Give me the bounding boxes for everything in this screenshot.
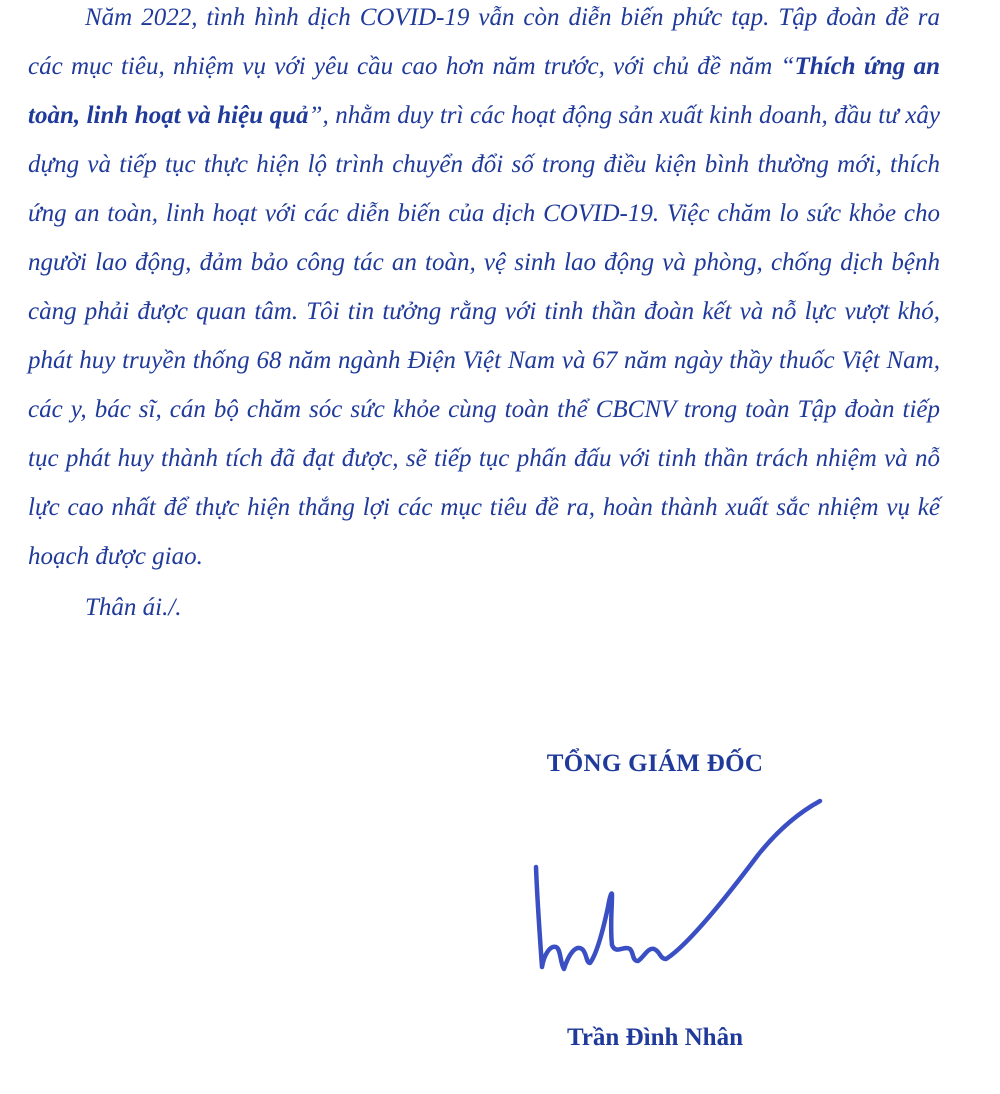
quote-open-mark: “ — [780, 53, 795, 80]
year-theme-quote: Thích ứng an toàn, linh hoạt và hiệu quả — [28, 53, 940, 129]
signer-title: TỔNG GIÁM ĐỐC — [546, 750, 764, 777]
signature-stroke — [536, 801, 820, 969]
paragraph-text-after-quote: , nhằm duy trì các hoạt động sản xuất kinh doanh, đầu tư xây dựng và tiếp tục thực hiện lộ trình chuyển đổi số trong điều kiện bình thường mới, thích ứng an toàn, linh hoạt với các diễn biến của dịch COVID-19. Việc chăm lo sức khỏe cho người lao động, đảm bảo công tác an toàn, vệ sinh lao động và phòng, chống dịch bệnh càng phải được quan tâm. Tôi tin tưởng rằng với tinh thần đoàn kết và nỗ lực vượt khó, phát huy truyền thống 68 năm ngành Điện Việt Nam và 67 năm ngày thầy thuốc Việt Nam, các y, bác sĩ, cán bộ chăm sóc sức khỏe cùng toàn thể CBCNV trong toàn Tập đoàn tiếp tục phát huy thành tích đã đạt được, sẽ tiếp tục phấn đấu với tinh thần trách nhiệm và nỗ lực cao nhất để thực hiện thắng lợi các mục tiêu đề ra, hoàn thành xuất sắc nhiệm vụ kế hoạch được giao. — [28, 102, 941, 570]
signer-name: Trần Đình Nhân — [567, 1024, 743, 1051]
closing-line: Thân ái./. — [85, 594, 182, 621]
quote-close-mark: ” — [308, 102, 323, 129]
main-paragraph — [28, 0, 940, 581]
paragraph-text-before-quote: Năm 2022, tình hình dịch COVID-19 vẫn còn diễn biến phức tạp. Tập đoàn đề ra các mục tiêu, nhiệm vụ với yêu cầu cao hơn năm trước, với chủ đề năm — [28, 4, 940, 80]
letter-body — [28, 0, 940, 632]
handwritten-signature — [528, 795, 828, 990]
signature-block — [520, 738, 790, 790]
